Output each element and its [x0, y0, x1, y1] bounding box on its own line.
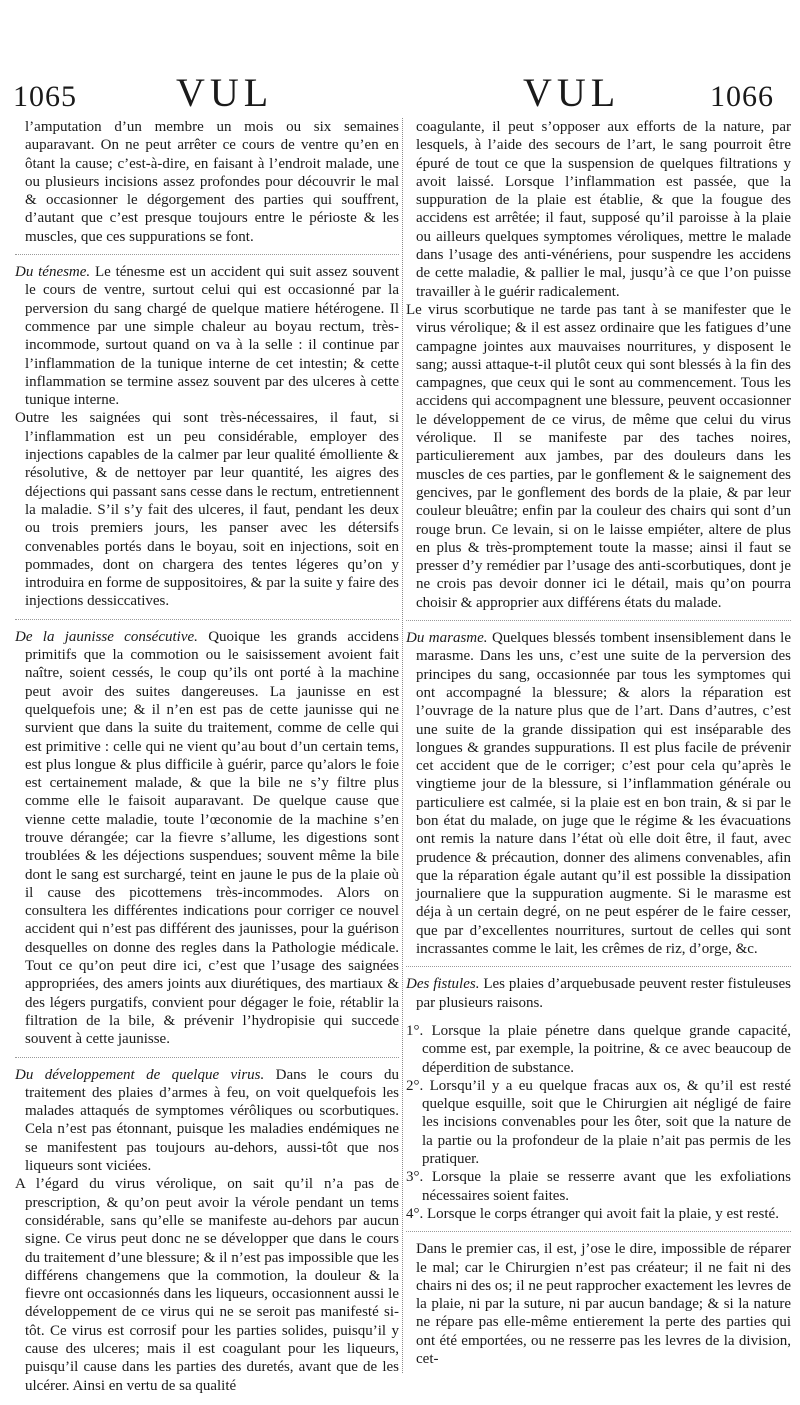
section-heading: Du marasme.: [406, 630, 488, 647]
list-item: 4°. Lorsque le corps étranger qui avoit fait la plaie, y est resté.: [406, 1205, 779, 1222]
column-divider: [402, 118, 403, 1373]
section-divider: [406, 966, 791, 967]
paragraph: Le virus scorbutique ne tarde pas tant à se manifester que le virus vérolique; & il est assez ordinaire que les fatigues d’une campagne jointes aux mauvaises nourritures, y disposent le sang; aussi attaque-t-il plutôt ceux qui sont blessés à la fin des campagnes, que ceux qui le sont au commencement. Tous les accidens qui accompagnent une blessure, peuvent occasionner le développement de ce virus, de même que celui du virus vérolique. Il se manifeste par des taches noires, particulierement aux jambes, par des douleurs dans les muscles de ces parties, par le gonflement & le saignement des gencives, par le gonflement des bords de la plaie, & par leur couleur bleuâtre; enfin par la couleur des chairs qui sont d’un rouge brun. Ce levain, si on le laisse empiéter, altere de plus en plus & très-promptement toute la masse; ainsi il faut se presser d’y remédier par l’usage des anti-scorbutiques, dont je ne crois pas devoir donner ici le détail, mais qu’on pourra choisir & approprier aux différens états du malade.: [406, 301, 791, 611]
page-number-right: 1066: [710, 80, 774, 113]
section-divider: [406, 1231, 791, 1232]
paragraph: Quoique les grands accidens primitifs que la commotion ou le saisissement avoient fait naître, soient cessés, le coup qu’ils ont porté à la machine peut avoir des suites dangereuses. La jaunisse en est quelquefois une; & il n’en est pas de cette jaunisse qui ne survient que dans la suite du traitement, comme de celle qui est primitive : celle qui ne vient qu’au bout d’un certain tems, est plus longue & plus difficile à guérir, parce qu’alors le foie est certainement malade, & que la bile ne s’y filtre plus comme elle le faisoit auparavant. De quelque cause que vienne cette maladie, toute l’œconomie de la machine s’en trouve dérangée; car la fievre s’allume, les digestions sont troublées & les déjections suspendues; souvent même la bile dont le sang est surchargé, teint en jaune le pus de la plaie où il cause des picottemens très-incommodes. Alors on consultera les différentes indications pour corriger ce nouvel accident qui n’est pas différent des jaunisses, pour la guérison desquelles on donne des regles dans la Pathologie médicale. Tout ce qu’on peut dire ici, c’est que l’usage des saignées appropriées, des amers joints aux diurétiques, des martiaux & des légers purgatifs, convient pour dégager le foie, rétablir la filtration de la bile, & prévenir l’hydropisie qui succede souvent à cette jaunisse.: [25, 628, 399, 1048]
spacer: [406, 1012, 791, 1022]
running-title-left: VUL: [176, 70, 274, 115]
paragraph: Le ténesme est un accident qui suit assez souvent le cours de ventre, surtout celui qui est occasionné par la perversion du sang chargé de quelque matiere hétérogene. Il commence par une simple chaleur au boyau rectum, très-incommode, surtout quand on va à la selle : il continue par l’inflammation de la tunique interne de cet intestin; & cette inflammation se termine assez souvent par des ulceres à cette tunique interne.: [25, 264, 399, 409]
section-divider: [406, 620, 791, 621]
page-number-left: 1065: [13, 80, 77, 113]
paragraph: A l’égard du virus vérolique, on sait qu’il n’a pas de prescription, & qu’on peut avoir la vérole pendant un tems considérable, sans qu’elle se manifeste au-dehors par aucun signe. Ce virus peut donc ne se développer que dans le cours du traitement d’une blessure; & il n’est pas impossible que les différens changemens que la commotion, la douleur & la fievre ont occasionnés dans les liqueurs, occasionnent aussi le développement de ce virus qui ne se seroit pas manifesté si-tôt. Ce virus est corrosif pour les parties solides, puisqu’il y cause des ulceres; mais il est coagulant pour les liqueurs, puisqu’il cause dans les parties des duretés, avant que de les ulcérer. Ainsi en vertu de sa qualité: [15, 1176, 399, 1394]
left-column: [15, 118, 399, 1395]
paragraph: Dans le cours du traitement des plaies d’armes à feu, on voit quelquefois les malades attaqués de symptomes vérôliques ou scorbutiques. Cela n’est pas étonnant, puisque les maladies endémiques ne se manifestent pas toujours au-dehors, aussi-tôt que nos liqueurs sont viciées.: [25, 1066, 399, 1175]
right-column: [406, 118, 791, 1368]
paragraph: Les plaies d’arquebusade peuvent rester fistuleuses par plusieurs raisons.: [416, 976, 791, 1011]
paragraph: Quelques blessés tombent insensiblement dans le marasme. Dans les uns, c’est une suite de la perversion des principes du sang, occasionnée par tous les symptomes qui ont accompagné la blessure; & alors la réparation est l’ouvrage de la nature plus que de l’art. Dans d’autres, c’est une suite de la grande dissipation qui est inséparable des longues & grandes suppurations. Il est plus facile de prévenir cet accident que de le corriger; c’est pour cela qu’après le vingtieme jour de la blessure, si l’inflammation générale ou particuliere est calmée, si la plaie est en bon train, & si par le bon état du malade, on juge que le régime & les évacuations ont remis la nature dans l’état où elle doit être, il faut, avec prudence & précaution, donner des alimens convenables, afin que la réparation égale autant qu’il est possible la dissipation journaliere que la suppuration augmente. Si le marasme est déja à un certain degré, on ne peut espérer de le faire cesser, que par d’excellentes nourritures, surtout de celles qui sont incrassantes comme le lait, les crêmes de riz, d’orge, &c.: [416, 630, 791, 958]
section-marasme: [406, 629, 791, 958]
section-divider: [15, 619, 399, 620]
list-item: 1°. Lorsque la plaie pénetre dans quelque grande capacité, comme est, par exemple, la poitrine, & ce avec beaucoup de déperdition de substance.: [406, 1022, 791, 1076]
section-divider: [15, 1057, 399, 1058]
running-title-right: VUL: [523, 70, 621, 115]
section-divider: [15, 254, 399, 255]
paragraph: Dans le premier cas, il est, j’ose le dire, impossible de réparer le mal; car le Chirurgien n’est pas créateur; il ne fait ni des chairs ni des os; il ne peut rapprocher exactement les levres de la plaie, ni par la suture, ni par aucun bandage; & si la nature ne répare pas elle-même entierement la perte des parties qui ont été emportées, ou ne resserre pas les levres de la division, cet-: [416, 1241, 791, 1367]
paragraph: coagulante, il peut s’opposer aux efforts de la nature, par lesquels, à l’aide des secours de l’art, le sang pourroit être épuré de tout ce que la suspension de quelques filtrations y avoit laissé. Lorsque l’inflammation est passée, que la suppuration de la plaie est établie, & que la fougue des accidens est arrêtée; il faut, supposé qu’il paroisse à la plaie ou ailleurs quelques symptomes véroliques, mettre le malade dans l’usage des anti-vénériens, pour suspendre les accidens de cette maladie, & pallier le mal, jusqu’à ce que l’on puisse travailler à le guérir radicalement.: [416, 119, 791, 300]
section-virus: [15, 1066, 399, 1176]
section-heading: Des fistules.: [406, 976, 480, 993]
section-heading: De la jaunisse consécutive.: [15, 628, 198, 645]
section-jaunisse: [15, 628, 399, 1049]
section-fistules: [406, 975, 791, 1012]
list-item: 2°. Lorsqu’il y a eu quelque fracas aux os, & qu’il est resté quelque esquille, soit que le Chirurgien ait négligé de faire les incisions convenables pour les ôter, soit que la nature de la partie ou la profondeur de la plaie n’ait pas permis de les pratiquer.: [406, 1077, 791, 1168]
list-item: 3°. Lorsque la plaie se resserre avant que les exfoliations nécessaires soient faites.: [406, 1169, 791, 1204]
section-tenesme: [15, 263, 399, 409]
section-heading: Du ténesme.: [15, 264, 91, 281]
paragraph: l’amputation d’un membre un mois ou six semaines auparavant. On ne peut arrêter ce cours de ventre qu’en en ôtant la cause; c’est-à-dire, en faisant à l’endroit malade, une ou plusieurs incisions assez profondes pour découvrir le mal & occasionner le dégorgement des parties qui souffrent, d’autant que c’est presque toujours entre le périoste & les muscles, que ces suppurations se font.: [25, 119, 399, 245]
paragraph: Outre les saignées qui sont très-nécessaires, il faut, si l’inflammation est un peu considérable, employer des injections capables de la calmer par leur qualité émolliente & résolutive, & de nettoyer par leur quantité, les aigres des déjections qui passant sans cesse dans le rectum, entretiennent la maladie. S’il s’y fait des ulceres, il faut, pendant les deux ou trois premiers jours, les panser avec les détersifs convenables portés dans le boyau, soit en injections, soit en pommades, dont on chargera des tentes légeres qu’on y introduira en forme de suppositoires, & par la suite y faire des injections dessiccatives.: [15, 410, 399, 610]
section-heading: Du développement de quelque virus.: [15, 1066, 265, 1083]
